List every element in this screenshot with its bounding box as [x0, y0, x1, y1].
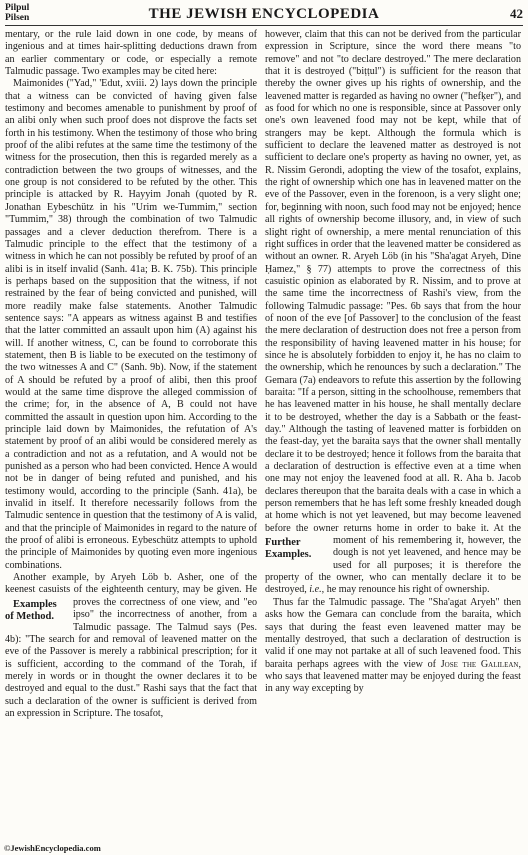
right-paragraph-2-text: Thus far the Talmudic passage. The "Sha'agat Aryeh" then asks how the Gemara can conclude from the baraita, which says that during the feast even leavened matter may be mentally destroyed, that such a declaration of destruction is valid if one may not partake at all of such leavened food. This baraita perhaps agrees with the view of: [265, 596, 521, 670]
publication-title: THE JEWISH ENCYCLOPEDIA: [148, 6, 380, 22]
left-paragraph-3-text: Another example, by Aryeh Löb b. Asher, one of the keenest casuists of the eighteenth century, may be given. He Examples of Method. proves the correctness of one view, and "eo ipso" the incorrectness of another, from a Talmudic passage. The Talmud says (Pes. 4b): "The search for and removal of leavened matter on the eve of the Passover is merely a rabbinical prescription; for it is sufficient, according to the command of the Torah, if merely in words or in thought the owner declares it to be destroyed and equal to the dust." Rashi says that the fact that such a declaration of the owner is sufficient is derived from an expression in Scripture. The tosafot,: [5, 572, 257, 719]
cross-reference-jose-the-galilean[interactable]: Jose the Galilean: [440, 658, 519, 670]
right-paragraph-1-ie: i.e.,: [309, 584, 325, 596]
page-number: 42: [510, 6, 523, 21]
side-heading-further-examples: Further Examples.: [265, 537, 312, 561]
side-heading-examples-of-method: Examples of Method.: [5, 598, 57, 622]
page-header: [5, 3, 523, 26]
right-paragraph-1: [265, 29, 521, 597]
running-head-line2: Pilsen: [5, 13, 30, 23]
right-paragraph-1-end: he may renounce his right of ownership.: [326, 584, 490, 596]
right-paragraph-2: [265, 597, 521, 696]
left-paragraph-3: [5, 572, 257, 720]
right-paragraph-2-end: , who says that leavened matter may be enjoyed during the feast in any way excepting by: [265, 658, 521, 695]
right-column: [265, 29, 521, 696]
left-column: [5, 29, 257, 720]
running-head-line1: Pilpul: [5, 3, 30, 13]
left-paragraph-2: Maimonides ("Yad," 'Edut, xviii. 2) lays down the principle that a witness can be convicted of having given false testimony and becomes amenable to punishment by proof of an alibi only when such proof does not disprove the facts set forth in his testimony. When the testimony of those who bring proof of the alibi refutes at the same time the testimony of the witness for the prosecution, then this is regarded merely as a contradiction between the two groups of witnesses, and the one group is not considered to be refuted by the other. This principle is attacked by R. Hayyim Jonah (quoted by R. Jonathan Eybeschütz in his "Urim we-Tummim," section "Tummim," 38) through the combination of two Talmudic passages and a clever deduction therefrom. There is a Talmudic principle to the effect that the testimony of a witness in which he can not possibly be refuted by proof of an alibi is in itself invalid (Sanh. 41a; B. K. 75b). This principle is perhaps based on the supposition that the witness, if not restrained by the fear of being convicted and punished, will more readily make false statements. Another Talmudic sentence says: "A appears as witness against B and testifies that the latter committed an assault upon him (A) against his will. If another witness, C, can be found to corroborate this statement, then B is liable to be executed on the testimony of the two witnesses A and C" (Sanh. 9b). Now, if the statement of A should be refuted by a proof of alibi, then this proof would at the same time disprove the alleged commission of the crime; for, in the absence of A, B could not have committed the assault in question upon him. According to the principle laid down by Maimonides, the refutation of A's statement by proof of an alibi would be considered merely as a contradiction and not as a refutation, and A would not be punished as a person who had been convicted. Hence A would not be in danger of being refuted and punished, and his testimony would, according to the principle (Sanh. 41a), be invalid in itself. It therefore necessarily follows from the Talmudic sentence in question that the testimony of A is valid, and that the principle of Maimonides in regard to the nature of the proof of alibi is erroneous. Eybeschütz attempts to uphold the principle of Maimonides by quoting even more ingenious combinations.: [5, 78, 257, 571]
copyright-footer: ©JewishEncyclopedia.com: [4, 843, 101, 853]
left-paragraph-1: mentary, or the rule laid down in one code, by means of ingenious and at times hair-splitting deductions drawn from an earlier commentary or code, or especially a remote Talmudic passage. Two examples may be cited here:: [5, 29, 257, 78]
right-paragraph-1-text: however, claim that this can not be derived from the particular expression in Scripture, since the word there means "to remove" and not "to declare destroyed." The mere declaration that it is destroyed ("biṭṭul") is sufficient for the reason that thereby the owner gives up his rights of ownership, and the leavened matter is regarded as having no owner ("hefḳer"), and as food for which no one is responsible, since at Passover only one's own leavened food may not be kept, while that of strangers may be kept. Although the formula which is sufficient to declare the leavened matter as destroyed is not sufficient to declare one's property as having no owner, yet, as R. Nissim Gerondi, adopting the view of the tosafot, explains, the right of ownership which one has in leavened matter on the eve of the Passover, even in the forenoon, is a very slight one; for, beginning with noon, such food may not be enjoyed; hence all rights of ownership become illusory, and, in view of such slight right of ownership, a mere mental renunciation of this right suffices in order that the leavened matter be considered as without an owner. R. Aryeh Löb (in his "Sha'agat Aryeh, Dine Ḥamez," § 77) attempts to prove the correctness of this casuistic opinion as elaborated by R. Nissim, and to prove at the same time the incorrectness of Rashi's view, from the following Talmudic passage: "Pes. 6b says that from the hour of noon of the eve [of Passover] to the conclusion of the feast the mere declaration of destruction does not free a person from the responsibility of having leavened matter in his house; for since he is absolutely forbidden to enjoy it, he has no claim to the ownership, which he renounces by such a declaration." The Gemara (7a) endeavors to refute this assertion by the following baraita: "If a person, sitting in the schoolhouse, remembers that he has leavened matter in his house, he shall mentally declare it to be destroyed, whether the day is a Sabbath or the feast-day." Although the tasting of leavened matter is forbidden on the feast-day, yet the baraita says that the owner shall mentally declare it to be destroyed; hence it follows from the baraita that a declaration of destruction is effective even at a time when one may not enjoy the leavened food at all. R. Aha b. Jacob declares thereupon that the baraita deals with a case in which a person remembers that he has left some freshly kneaded dough at home which is not yet leavened, but may become leavened before the owner returns home in order to bake it. At Further Examples. the moment of his remembering it, however, the dough is not yet leavened, and hence may be used for all purposes; it is therefore the property of the owner, who can mentally declare it to be destroyed,: [265, 29, 521, 596]
